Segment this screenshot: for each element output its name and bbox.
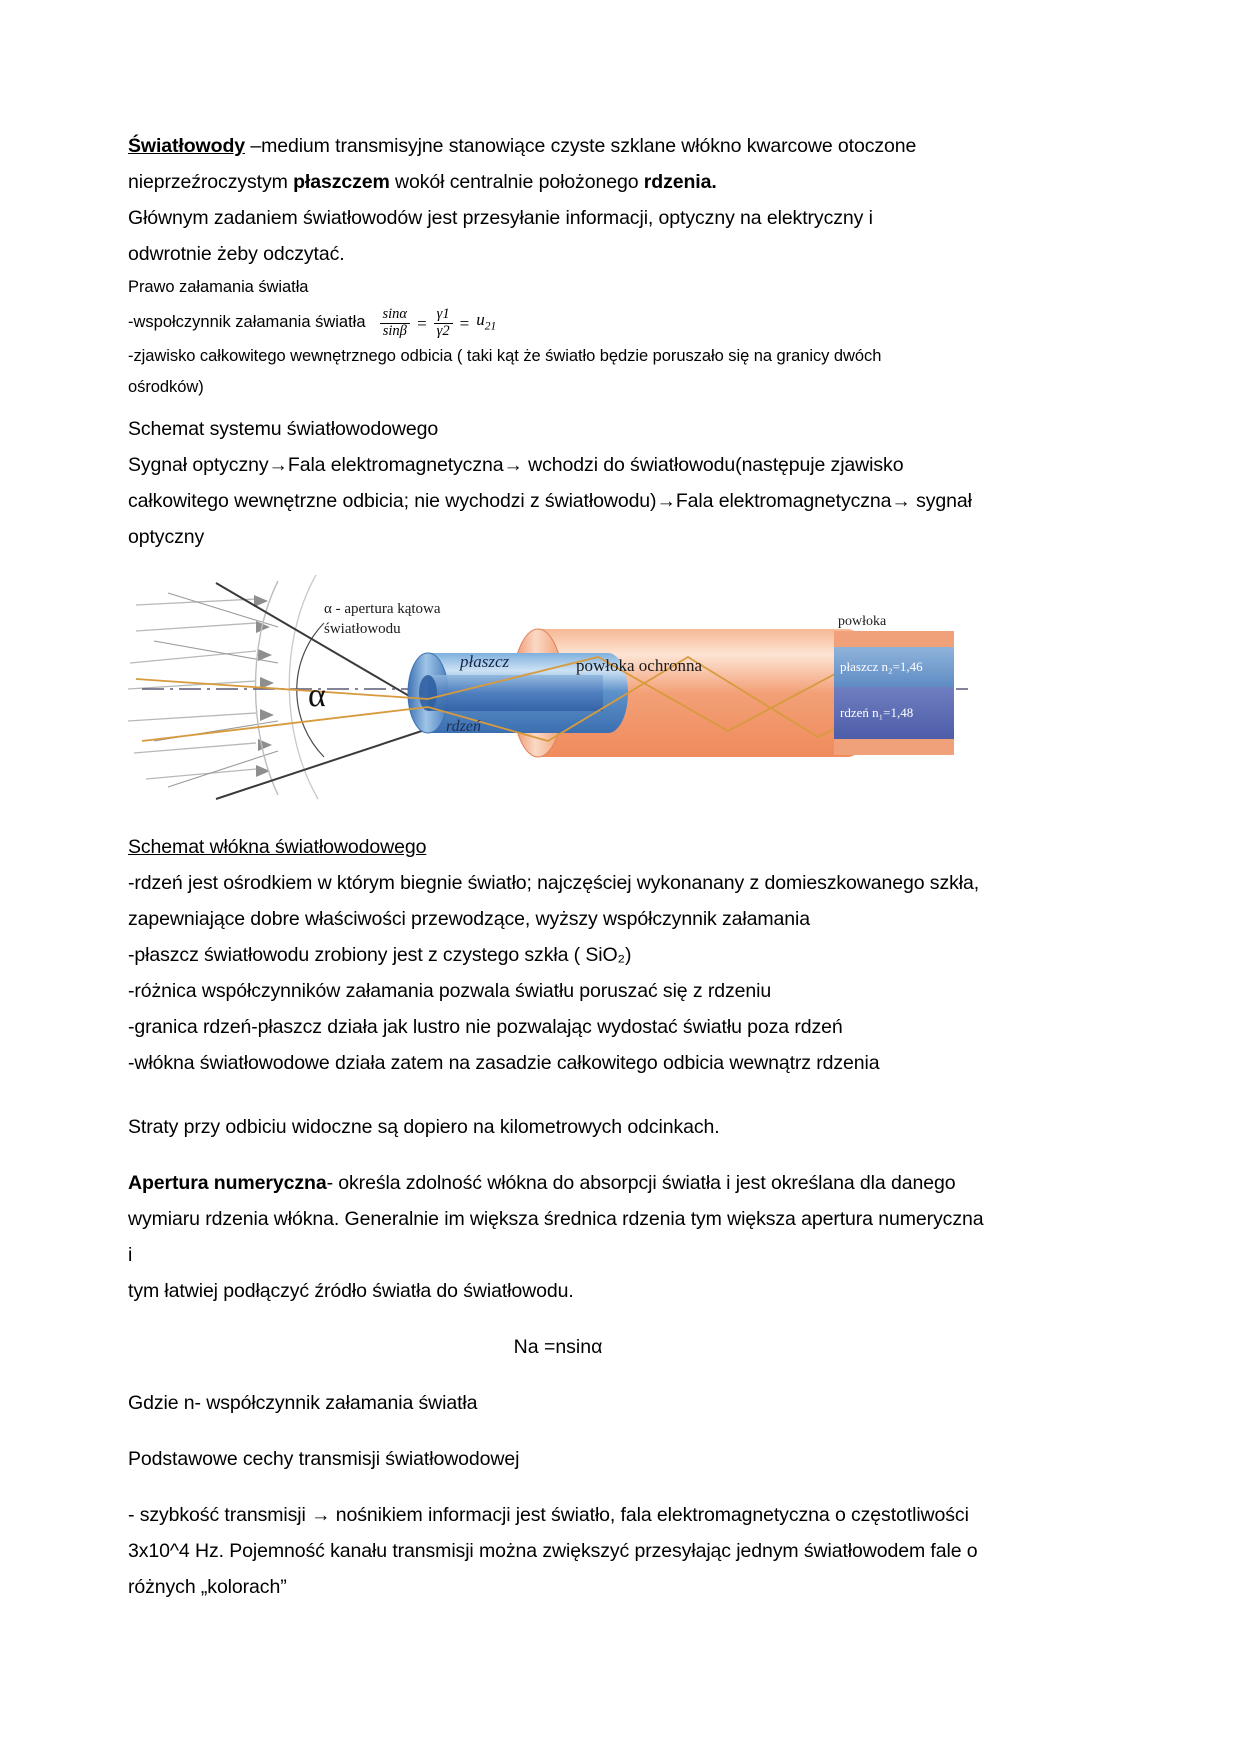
diagram-legend bbox=[834, 614, 954, 755]
formula-result-base: u bbox=[476, 310, 485, 329]
fiber-optic-diagram bbox=[128, 571, 988, 809]
total-reflection-line-1: -zjawisko całkowitego wewnętrznego odbicia ( taki kąt że światło będzie poruszało się na granicy dwóch bbox=[128, 347, 882, 366]
transmission-heading: Podstawowe cechy transmisji światłowodowej bbox=[128, 1448, 520, 1471]
numerical-aperture-line-1 bbox=[128, 1165, 988, 1201]
intro-line-4: odwrotnie żeby odczytać. bbox=[128, 243, 345, 265]
intro-line-1-rest: –medium transmisyjne stanowiące czyste szklane włókno kwarcowe otoczone bbox=[245, 135, 917, 157]
intro-line-2-c: wokół centralnie położonego bbox=[389, 171, 644, 193]
equals-sign-2: = bbox=[459, 313, 470, 333]
cladding-label: płaszcz bbox=[460, 652, 510, 672]
fiber-scheme-heading bbox=[128, 829, 988, 865]
numerical-aperture-formula: Na =nsinα bbox=[513, 1336, 603, 1359]
system-scheme-line-2: całkowitego wewnętrzne odbicia; nie wychodzi z światłowodu)→Fala elektromagnetyczna→ sygnał bbox=[128, 490, 972, 513]
intro-line-1 bbox=[128, 128, 988, 164]
refraction-coefficient-label: -wspołczynnik załamania światła bbox=[128, 312, 366, 331]
intro-line-2-a: nieprzeźroczystym bbox=[128, 171, 294, 193]
refraction-formula-row bbox=[128, 303, 988, 341]
total-reflection-line-2: ośrodków) bbox=[128, 378, 204, 397]
numerical-aperture-line-3: tym łatwiej podłączyć źródło światła do światłowodu. bbox=[128, 1280, 574, 1303]
formula-result bbox=[476, 304, 496, 342]
refraction-formula bbox=[380, 304, 497, 342]
transmission-line-3: różnych „kolorach” bbox=[128, 1576, 287, 1599]
numerical-aperture-line-1-rest: - określa zdolność włókna do absorpcji światła i jest określana dla danego bbox=[326, 1172, 956, 1195]
fiber-bullet-4: -granica rdzeń-płaszcz działa jak lustro nie pozwalając wydostać światłu poza rdzeń bbox=[128, 1016, 843, 1039]
document-body bbox=[128, 128, 988, 1605]
fiber-bullet-1: -rdzeń jest ośrodkiem w którym biegnie światło; najczęściej wykonanany z domieszkowanego szkła, bbox=[128, 872, 980, 895]
term-swiatlowody: Światłowody bbox=[128, 135, 245, 157]
aperture-label-line-1: α - apertura kątowa bbox=[324, 601, 441, 618]
fraction-gamma-denominator: γ2 bbox=[434, 323, 453, 340]
legend-cladding-label: płaszcz n₂=1,46 bbox=[840, 659, 923, 675]
fiber-scheme-heading-text: Schemat włókna światłowodowego bbox=[128, 836, 427, 859]
fiber-bullet-2: -płaszcz światłowodu zrobiony jest z czystego szkła ( SiO₂) bbox=[128, 944, 632, 967]
term-apertura-numeryczna: Apertura numeryczna bbox=[128, 1172, 327, 1195]
fraction-gamma bbox=[434, 307, 453, 339]
legend-core-label: rdzeń n₁=1,48 bbox=[840, 705, 914, 721]
fraction-sin bbox=[380, 307, 411, 339]
intro-line-2 bbox=[128, 164, 988, 200]
numerical-aperture-line-2: wymiaru rdzenia włókna. Generalnie im większa średnica rdzenia tym większa apertura numeryczna i bbox=[128, 1208, 984, 1267]
aperture-label-line-2: światłowodu bbox=[324, 621, 401, 638]
numerical-aperture-where: Gdzie n- współczynnik załamania światła bbox=[128, 1392, 478, 1415]
transmission-line-2: 3x10^4 Hz. Pojemność kanału transmisji można zwiększyć przesyłając jednym światłowodem fale o bbox=[128, 1540, 978, 1563]
term-plaszczem: płaszczem bbox=[293, 171, 390, 193]
system-scheme-line-3: optyczny bbox=[128, 526, 205, 549]
incoming-rays-2 bbox=[154, 593, 278, 787]
fraction-sin-numerator: sinα bbox=[382, 306, 408, 323]
losses-text: Straty przy odbiciu widoczne są dopiero na kilometrowych odcinkach. bbox=[128, 1116, 720, 1139]
formula-result-subscript: 21 bbox=[484, 320, 497, 333]
fiber-bullet-3: -różnica współczynników załamania pozwala światłu poruszać się z rdzeniu bbox=[128, 980, 772, 1003]
fiber-bullet-5: -włókna światłowodowe działa zatem na zasadzie całkowitego odbicia wewnątrz rdzenia bbox=[128, 1052, 880, 1075]
transmission-line-1: - szybkość transmisji → nośnikiem informacji jest światło, fala elektromagnetyczna o częstotliwości bbox=[128, 1504, 969, 1527]
fraction-gamma-numerator: γ1 bbox=[436, 306, 450, 323]
term-rdzenia: rdzenia. bbox=[643, 171, 717, 193]
core-label: rdzeń bbox=[446, 718, 481, 736]
intro-line-3: Głównym zadaniem światłowodów jest przesyłanie informacji, optyczny na elektryczny i bbox=[128, 207, 873, 229]
fiber-bullet-1-cont: zapewniające dobre właściwości przewodzące, wyższy współczynnik załamania bbox=[128, 908, 810, 931]
coating-label: powłoka ochronna bbox=[576, 656, 703, 676]
system-scheme-line-1: Sygnał optyczny→Fala elektromagnetyczna→ wchodzi do światłowodu(następuje zjawisko bbox=[128, 454, 904, 477]
legend-coating-label: powłoka bbox=[838, 614, 887, 630]
system-scheme-heading: Schemat systemu światłowodowego bbox=[128, 418, 439, 441]
equals-sign-1: = bbox=[417, 313, 427, 333]
refraction-heading: Prawo załamania światła bbox=[128, 278, 309, 296]
fraction-sin-denominator: sinβ bbox=[380, 323, 410, 340]
core-cylinder bbox=[419, 675, 603, 711]
alpha-symbol: α bbox=[308, 677, 326, 715]
